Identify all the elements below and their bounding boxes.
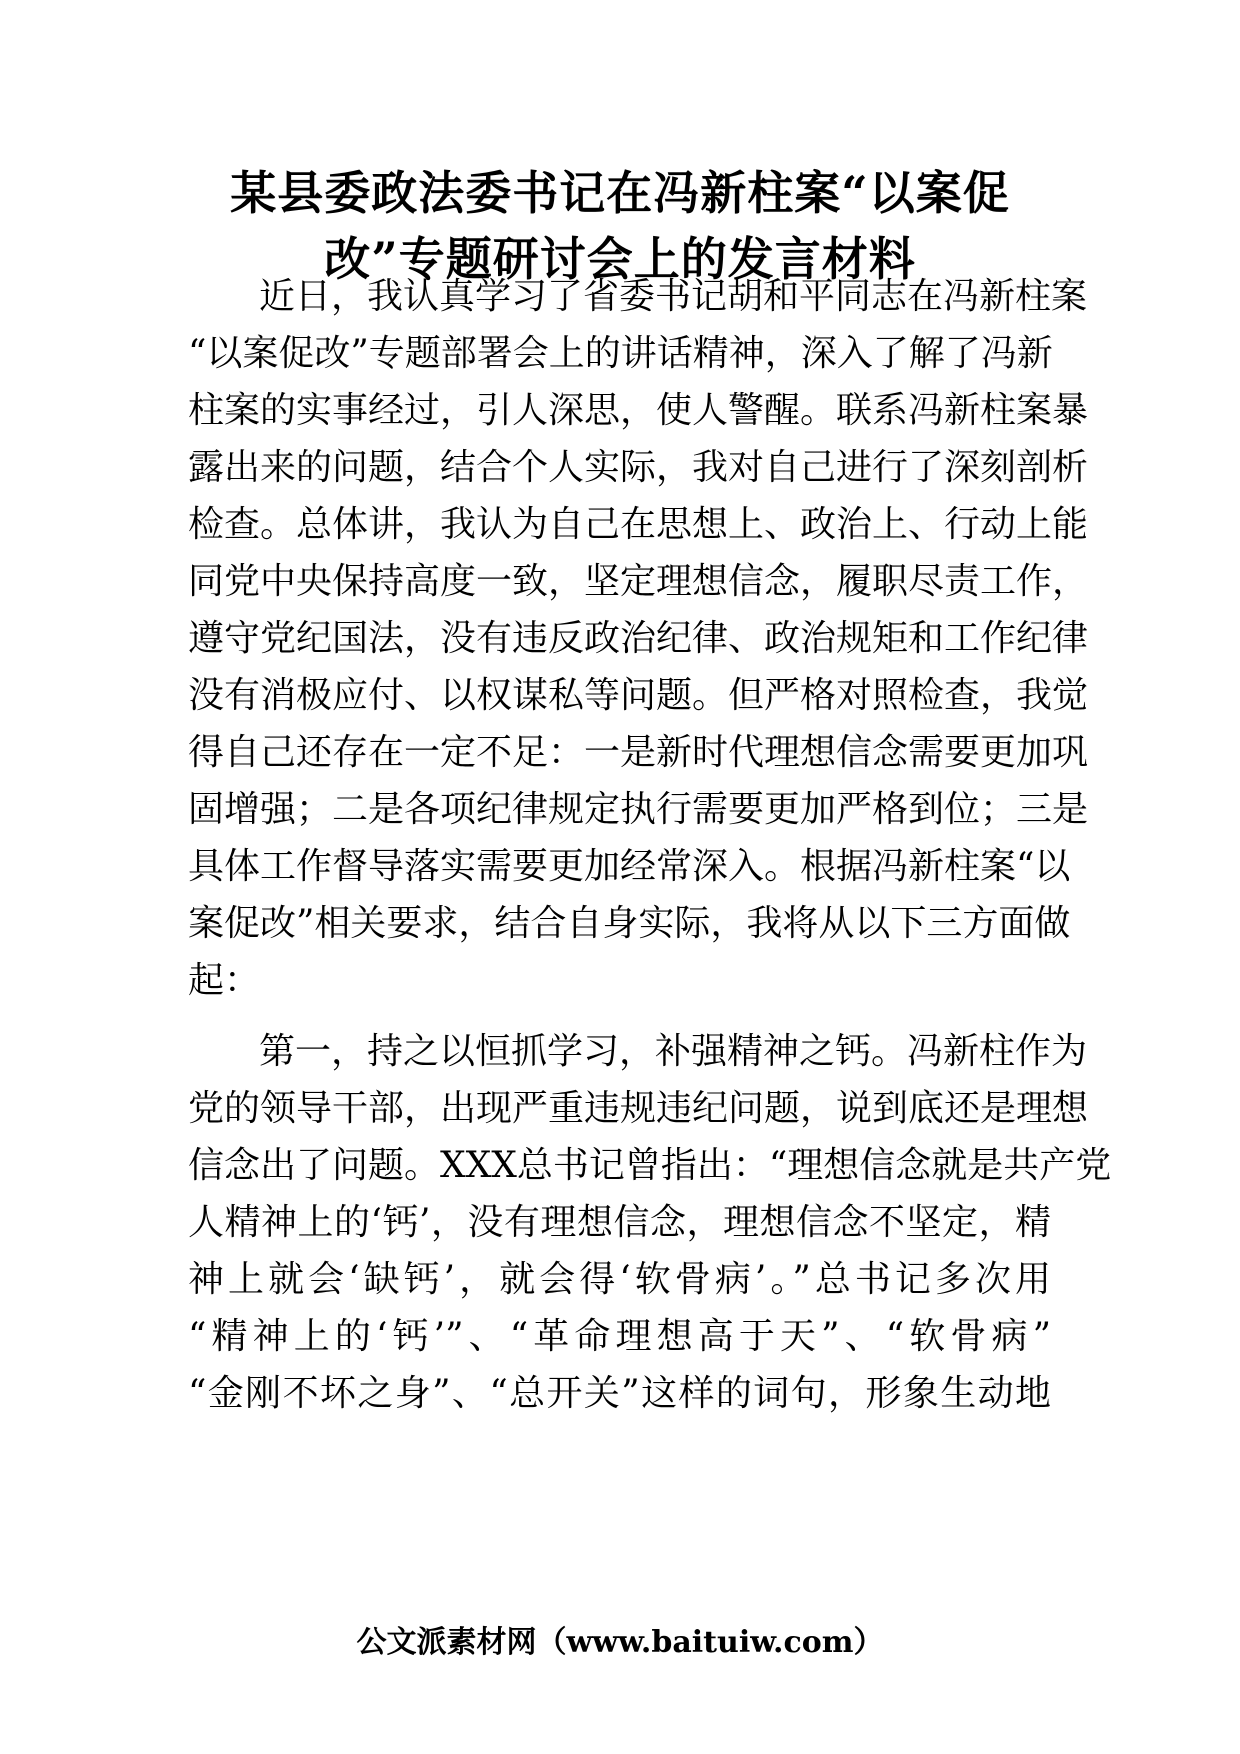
source-footer: 公文派素材网（www.baituiw.com） xyxy=(356,1625,884,1660)
body-line-12: 案促改”相关要求，结合自身实际，我将从以下三方面做 xyxy=(188,903,1071,944)
body-line-17: 人精神上的‘钙’，没有理想信念，理想信念不坚定，精 xyxy=(188,1202,1051,1243)
body-line-4: 露出来的问题，结合个人实际，我对自己进行了深刻剖析 xyxy=(188,447,1089,488)
body-line-19: “精神上的‘钙’”、“革命理想高于天”、“软骨病” xyxy=(188,1316,1051,1357)
title-line-2: 改”专题研讨会上的发言材料 xyxy=(324,232,916,286)
body-line-3: 柱案的实事经过，引人深思，使人警醒。联系冯新柱案暴 xyxy=(188,390,1089,431)
body-line-2: “以案促改”专题部署会上的讲话精神，深入了解了冯新 xyxy=(188,333,1053,374)
body-line-1: 近日，我认真学习了省委书记胡和平同志在冯新柱案 xyxy=(259,276,1088,317)
body-line-11: 具体工作督导落实需要更加经常深入。根据冯新柱案“以 xyxy=(188,846,1071,887)
body-line-6: 同党中央保持高度一致，坚定理想信念，履职尽责工作， xyxy=(188,561,1089,602)
body-line-20: “金刚不坏之身”、“总开关”这样的词句，形象生动地 xyxy=(188,1373,1051,1414)
title-line-1: 某县委政法委书记在冯新柱案“以案促 xyxy=(230,166,1010,220)
body-line-14: 第一，持之以恒抓学习，补强精神之钙。冯新柱作为 xyxy=(259,1031,1088,1072)
body-line-15: 党的领导干部，出现严重违规违纪问题，说到底还是理想 xyxy=(188,1088,1089,1129)
body-line-9: 得自己还存在一定不足：一是新时代理想信念需要更加巩 xyxy=(188,732,1089,773)
body-line-13: 起： xyxy=(188,960,261,1001)
body-line-10: 固增强；二是各项纪律规定执行需要更加严格到位；三是 xyxy=(188,789,1089,830)
body-line-7: 遵守党纪国法，没有违反政治纪律、政治规矩和工作纪律 xyxy=(188,618,1089,659)
document-title xyxy=(150,160,1090,292)
body-line-5: 检查。总体讲，我认为自己在思想上、政治上、行动上能 xyxy=(188,504,1089,545)
body-line-18: 神上就会‘缺钙’，就会得‘软骨病’。”总书记多次用 xyxy=(188,1259,1051,1300)
body-line-8: 没有消极应付、以权谋私等问题。但严格对照检查，我觉 xyxy=(188,675,1089,716)
body-line-16: 信念出了问题。XXX总书记曾指出：“理想信念就是共产党 xyxy=(188,1145,1112,1186)
